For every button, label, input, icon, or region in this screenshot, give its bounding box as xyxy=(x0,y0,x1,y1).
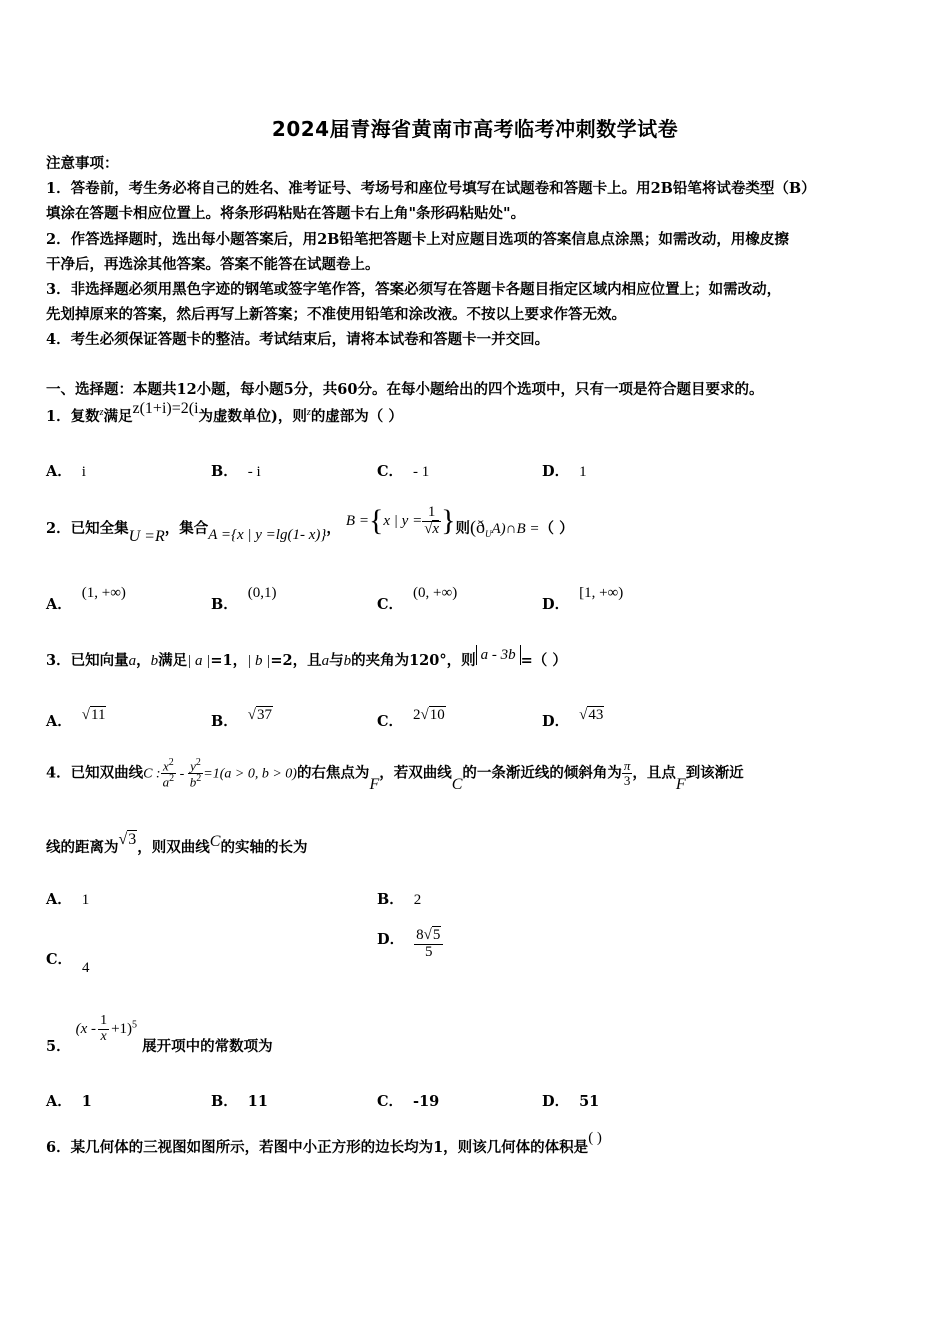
q5-expr: (x - xyxy=(75,1021,97,1038)
question-1 xyxy=(46,400,906,426)
q5-power: 5 xyxy=(132,1019,138,1031)
q4-angle xyxy=(622,759,633,787)
question-5 xyxy=(46,1014,906,1054)
q2-text: （ ） xyxy=(539,520,574,537)
q5-option-c[interactable] xyxy=(377,1090,439,1111)
sqrt-symbol: √ xyxy=(424,520,433,537)
q3-text: =1， xyxy=(210,652,248,669)
q3-option-d[interactable]: D． √43 xyxy=(542,707,604,730)
numerator: π xyxy=(623,758,631,774)
q6-answer-blank: ( ) xyxy=(588,1130,602,1146)
numerator-radicand: 5 xyxy=(432,927,441,943)
option-value: (0,1) xyxy=(247,585,277,601)
q1-option-b[interactable] xyxy=(211,460,261,481)
notice-line: 3．非选择题必须用黑色字迹的钢笔或签字笔作答，答案必须写在答题卡各题目指定区域内相应位置上；如需改动， xyxy=(46,281,782,298)
q4-option-a[interactable] xyxy=(46,888,89,909)
q3-var: a xyxy=(128,653,137,669)
q2-text: ，集合 xyxy=(164,520,209,537)
q4-option-b[interactable] xyxy=(377,888,421,909)
option-label: B． xyxy=(211,713,238,730)
q2-option-b[interactable] xyxy=(211,581,277,613)
option-label: D． xyxy=(542,463,570,480)
q5-option-b[interactable] xyxy=(211,1090,268,1111)
notice-line: 干净后，再选涂其他答案。答案不能答在试题卷上。 xyxy=(46,256,380,273)
question-4: 4．已知双曲线C : $\frac{x^2}{a^2}$ - $\frac{y^2}{b^2}$ =1(a > 0, b > 0)的右焦点为F，若双曲线C的一条渐近线的倾斜角为 $\frac{\pi}{3}$ ，且点F到该渐近 xyxy=(46,757,744,794)
q4-text: 的一条渐近线的倾斜角为 xyxy=(462,764,622,782)
question-3 xyxy=(46,649,906,670)
numerator: x xyxy=(162,758,169,774)
option-label: A． xyxy=(46,891,72,908)
q2-option-a[interactable] xyxy=(46,581,126,613)
q3-norm: | b | xyxy=(247,653,271,669)
option-value: - i xyxy=(247,464,261,480)
section-heading: 一、选择题：本题共12小题，每小题5分，共60分。在每小题给出的四个选项中，只有一项是符合题目要求的。 xyxy=(46,381,764,398)
q3-var: b xyxy=(150,653,159,669)
denominator: 3 xyxy=(623,772,631,788)
option-value: -19 xyxy=(413,1093,440,1110)
q4-var: C xyxy=(209,833,221,850)
q3-option-c[interactable]: C． 2√10 xyxy=(377,707,445,730)
q4-var: C xyxy=(451,776,463,794)
q4-var: F xyxy=(675,776,686,794)
numerator: 1 xyxy=(100,1013,108,1028)
q3-text: ， xyxy=(136,652,151,669)
q2-text: 则 xyxy=(455,520,470,537)
denominator: x xyxy=(432,520,440,537)
option-label: C． xyxy=(377,713,404,730)
option-label: D． xyxy=(377,931,405,949)
numerator: 1 xyxy=(422,505,441,522)
notice-heading: 注意事项： xyxy=(46,155,119,172)
q2-complement: (ð xyxy=(470,517,485,537)
option-fraction: $\frac{8√5}{5}$ xyxy=(414,928,443,961)
option-label: A． xyxy=(46,1093,72,1110)
q4-text: ，则双曲线 xyxy=(137,839,210,856)
q4-option-c[interactable] xyxy=(46,948,90,976)
option-label: A． xyxy=(46,596,72,613)
q1-option-c[interactable] xyxy=(377,460,429,481)
option-label: D． xyxy=(542,596,570,613)
q6-text: 6．某几何体的三视图如图所示，若图中小正方形的边长均为1，则该几何体的体积是 xyxy=(46,1139,589,1156)
option-radicand: 10 xyxy=(429,707,445,723)
q3-text: 与 xyxy=(329,652,344,669)
q2-universe: U =R xyxy=(128,528,165,545)
question-4-cont: 线的距离为√3，则双曲线C的实轴的长为 xyxy=(46,831,308,856)
option-value: i xyxy=(81,464,86,480)
option-value: 11 xyxy=(247,1093,268,1110)
q4-frac-x: $\frac{x^2}{a^2}$ xyxy=(162,757,175,790)
q3-var: b xyxy=(343,653,352,669)
q3-var: a xyxy=(321,653,330,669)
q2-text: 2．已知全集 xyxy=(46,520,129,537)
q3-text: =（ ） xyxy=(520,652,567,669)
option-label: C． xyxy=(377,596,404,613)
q3-text: 满足 xyxy=(158,652,188,669)
q3-text: =2，且 xyxy=(270,652,322,669)
q5-text: 展开项中的常数项为 xyxy=(142,1038,273,1056)
q5-number: 5． xyxy=(46,1038,71,1056)
denominator: a xyxy=(162,774,170,790)
q4-curve-name: C : xyxy=(143,766,161,782)
option-coef: 2 xyxy=(413,707,421,723)
option-label: B． xyxy=(211,596,238,613)
q4-radicand: 3 xyxy=(128,831,137,848)
notice-line: 填涂在答题卡相应位置上。将条形码粘贴在答题卡右上角"条形码粘贴处"。 xyxy=(46,205,526,222)
denominator: x xyxy=(100,1028,107,1044)
option-value: [1, +∞) xyxy=(579,585,624,601)
q5-expr: +1) xyxy=(111,1021,133,1038)
q2-fraction xyxy=(422,505,441,538)
option-value: 1 xyxy=(579,464,587,480)
denominator: b xyxy=(189,774,197,790)
q2-option-c[interactable] xyxy=(377,581,458,613)
notice-line: 1．答卷前，考生务必将自己的姓名、准考证号、考场号和座位号填写在试题卷和答题卡上。用2B铅笔将试卷类型（B） xyxy=(46,180,816,197)
q3-expression: a - 3b xyxy=(476,645,521,665)
notice-line: 2．作答选择题时，选出每小题答案后，用2B铅笔把答题卡上对应题目选项的答案信息点涂黑；如需改动，用橡皮擦 xyxy=(46,231,789,248)
q4-var: F xyxy=(369,776,380,794)
q1-text: 的虚部为（ ） xyxy=(310,408,403,425)
denominator: 5 xyxy=(424,943,433,960)
q3-text: 的夹角为120°，则 xyxy=(351,652,476,669)
option-value: (0, +∞) xyxy=(413,585,458,601)
q1-var: z xyxy=(306,407,311,419)
q4-text: 线的距离为 xyxy=(46,839,119,856)
q2-set-b-label: B = xyxy=(345,513,369,529)
q1-option-d[interactable] xyxy=(542,460,587,481)
option-label: B． xyxy=(377,891,404,908)
q2-set-b xyxy=(346,504,456,538)
option-label: D． xyxy=(542,1093,570,1110)
option-radicand: 11 xyxy=(91,707,106,723)
option-label: C． xyxy=(46,951,73,968)
option-value: 1 xyxy=(81,1093,92,1110)
q2-set-a: A ={x | y =lg(1- x)} xyxy=(208,527,327,543)
q4-text: 4．已知双曲线 xyxy=(46,764,144,782)
q5-option-d[interactable] xyxy=(542,1090,599,1111)
q4-frac-y: $\frac{y^2}{b^2}$ xyxy=(189,757,202,790)
left-brace: { xyxy=(368,504,384,537)
option-label: C． xyxy=(377,1093,404,1110)
q4-text: ，且点 xyxy=(632,764,676,782)
right-brace: } xyxy=(441,504,456,537)
q1-text: 1．复数 xyxy=(46,408,100,425)
q3-norm: | a | xyxy=(187,653,211,669)
q5-option-a[interactable] xyxy=(46,1090,92,1111)
q2-option-d[interactable] xyxy=(542,581,624,613)
option-label: B． xyxy=(211,1093,238,1110)
numerator: y xyxy=(190,758,196,774)
option-label: A． xyxy=(46,713,72,730)
q1-equation: z(1+i)=2(i xyxy=(132,400,199,417)
option-value: 4 xyxy=(82,960,90,976)
option-value: 51 xyxy=(579,1093,600,1110)
question-6 xyxy=(46,1130,906,1157)
page-title: 2024届青海省黄南市高考临考冲刺数学试卷 xyxy=(271,117,679,141)
q3-text: 3．已知向量 xyxy=(46,652,129,669)
q3-option-b[interactable]: B． √37 xyxy=(211,707,272,730)
q2-complement-expr: A)∩B = xyxy=(491,521,540,537)
option-value: (1, +∞) xyxy=(81,585,126,601)
option-label: D． xyxy=(542,713,570,730)
q4-text: 到该渐近 xyxy=(685,764,744,782)
option-label: A． xyxy=(46,463,72,480)
option-radicand: 43 xyxy=(588,707,604,723)
option-value: 2 xyxy=(413,892,422,908)
q2-complement-sub: U xyxy=(485,528,492,539)
option-radicand: 37 xyxy=(257,707,272,723)
q1-text: 为虚数单位)，则 xyxy=(198,408,307,425)
q1-var: z xyxy=(99,407,104,419)
question-2 xyxy=(46,503,906,552)
q4-condition: =1(a > 0, b > 0) xyxy=(203,766,297,782)
q1-option-a[interactable] xyxy=(46,460,86,481)
q4-text: 的右焦点为 xyxy=(296,764,370,782)
q3-option-a[interactable]: A． √11 xyxy=(46,707,106,730)
option-label: C． xyxy=(377,463,404,480)
option-value: 1 xyxy=(81,892,90,908)
notice-line: 先划掉原来的答案，然后再写上新答案；不准使用铅笔和涂改液。不按以上要求作答无效。 xyxy=(46,306,626,323)
q2-text: ， xyxy=(326,520,341,537)
q1-text: 满足 xyxy=(103,408,133,425)
q5-fraction xyxy=(98,1014,109,1044)
q4-option-d[interactable] xyxy=(377,928,443,961)
notice-line: 4．考生必须保证答题卡的整洁。考试结束后，请将本试卷和答题卡一并交回。 xyxy=(46,331,550,348)
numerator-coef: 8 xyxy=(416,927,424,943)
option-value: - 1 xyxy=(413,464,430,480)
q4-text: 的实轴的长为 xyxy=(220,839,308,856)
option-label: B． xyxy=(211,463,238,480)
q2-set-b-cond: x | y = xyxy=(383,513,423,529)
q4-text: ，若双曲线 xyxy=(379,764,452,782)
